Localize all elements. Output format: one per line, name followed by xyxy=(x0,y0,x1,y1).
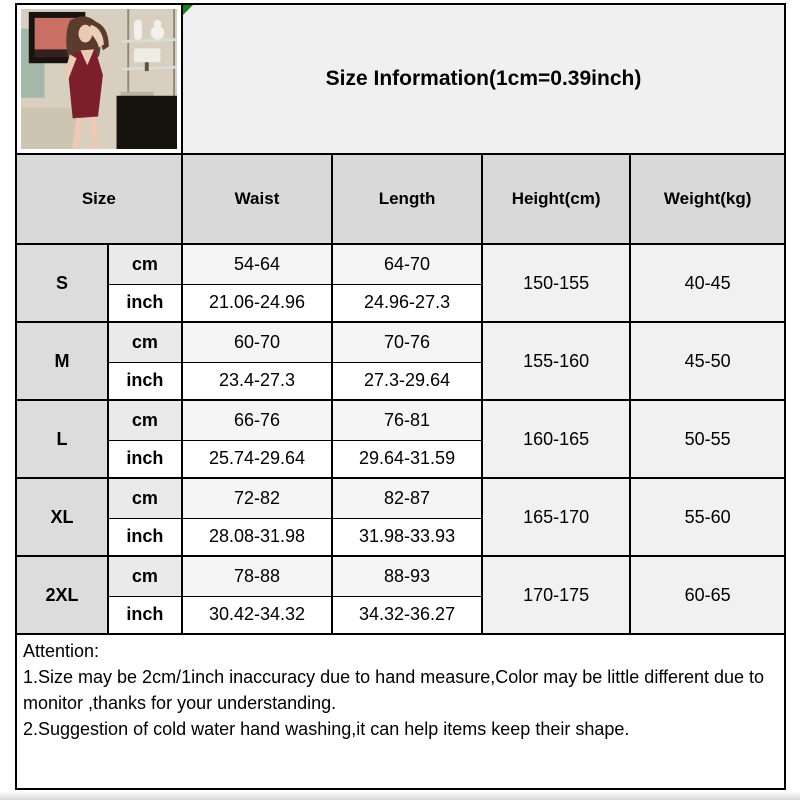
top-row xyxy=(15,3,786,155)
length-inch-value: 27.3-29.64 xyxy=(332,362,482,400)
unit-label-cm: cm xyxy=(108,400,182,440)
waist-cm-value: 66-76 xyxy=(182,400,333,440)
col-header-height: Height(cm) xyxy=(482,154,631,244)
bottom-shadow xyxy=(0,791,800,800)
waist-cm-value: 60-70 xyxy=(182,322,333,362)
height-value: 160-165 xyxy=(482,400,631,478)
table-header-row xyxy=(16,154,785,244)
col-header-weight: Weight(kg) xyxy=(630,154,785,244)
unit-label-cm: cm xyxy=(108,322,182,362)
weight-value: 55-60 xyxy=(630,478,785,556)
length-cm-value: 70-76 xyxy=(332,322,482,362)
table-row xyxy=(16,322,785,362)
size-label-s: S xyxy=(16,244,108,322)
size-label-2xl: 2XL xyxy=(16,556,108,634)
height-value: 165-170 xyxy=(482,478,631,556)
weight-value: 50-55 xyxy=(630,400,785,478)
length-cm-value: 88-93 xyxy=(332,556,482,596)
height-value: 150-155 xyxy=(482,244,631,322)
table-row xyxy=(16,556,785,596)
size-info-title: Size Information(1cm=0.39inch) xyxy=(325,67,642,90)
length-cm-value: 82-87 xyxy=(332,478,482,518)
waist-inch-value: 30.42-34.32 xyxy=(182,596,333,634)
size-label-m: M xyxy=(16,322,108,400)
waist-inch-value: 28.08-31.98 xyxy=(182,518,333,556)
product-photo-illustration xyxy=(21,9,177,149)
weight-value: 45-50 xyxy=(630,322,785,400)
unit-label-inch: inch xyxy=(108,440,182,478)
size-label-l: L xyxy=(16,400,108,478)
unit-label-inch: inch xyxy=(108,518,182,556)
attention-note-2: 2.Suggestion of cold water hand washing,it can help items keep their shape. xyxy=(23,719,630,739)
attention-note-1: 1.Size may be 2cm/1inch inaccuracy due to hand measure,Color may be little different due to monitor ,thanks for your understanding. xyxy=(23,667,765,713)
unit-label-inch: inch xyxy=(108,284,182,322)
unit-label-cm: cm xyxy=(108,556,182,596)
waist-inch-value: 23.4-27.3 xyxy=(182,362,333,400)
col-header-waist: Waist xyxy=(182,154,333,244)
waist-inch-value: 25.74-29.64 xyxy=(182,440,333,478)
size-chart-sheet xyxy=(15,3,786,790)
weight-value: 60-65 xyxy=(630,556,785,634)
length-inch-value: 34.32-36.27 xyxy=(332,596,482,634)
size-info-header xyxy=(183,3,786,155)
length-inch-value: 31.98-33.93 xyxy=(332,518,482,556)
table-row xyxy=(16,400,785,440)
length-cm-value: 64-70 xyxy=(332,244,482,284)
weight-value: 40-45 xyxy=(630,244,785,322)
waist-cm-value: 54-64 xyxy=(182,244,333,284)
unit-label-cm: cm xyxy=(108,478,182,518)
table-row xyxy=(16,478,785,518)
sheet-corner-marker-icon xyxy=(183,5,193,15)
height-value: 170-175 xyxy=(482,556,631,634)
waist-inch-value: 21.06-24.96 xyxy=(182,284,333,322)
waist-cm-value: 78-88 xyxy=(182,556,333,596)
attention-section xyxy=(15,633,786,790)
length-inch-value: 24.96-27.3 xyxy=(332,284,482,322)
product-photo xyxy=(15,3,183,155)
height-value: 155-160 xyxy=(482,322,631,400)
col-header-length: Length xyxy=(332,154,482,244)
size-label-xl: XL xyxy=(16,478,108,556)
length-inch-value: 29.64-31.59 xyxy=(332,440,482,478)
attention-title: Attention: xyxy=(23,641,100,661)
length-cm-value: 76-81 xyxy=(332,400,482,440)
unit-label-cm: cm xyxy=(108,244,182,284)
table-row xyxy=(16,244,785,284)
size-table xyxy=(15,153,786,635)
unit-label-inch: inch xyxy=(108,362,182,400)
col-header-size: Size xyxy=(16,154,182,244)
waist-cm-value: 72-82 xyxy=(182,478,333,518)
unit-label-inch: inch xyxy=(108,596,182,634)
